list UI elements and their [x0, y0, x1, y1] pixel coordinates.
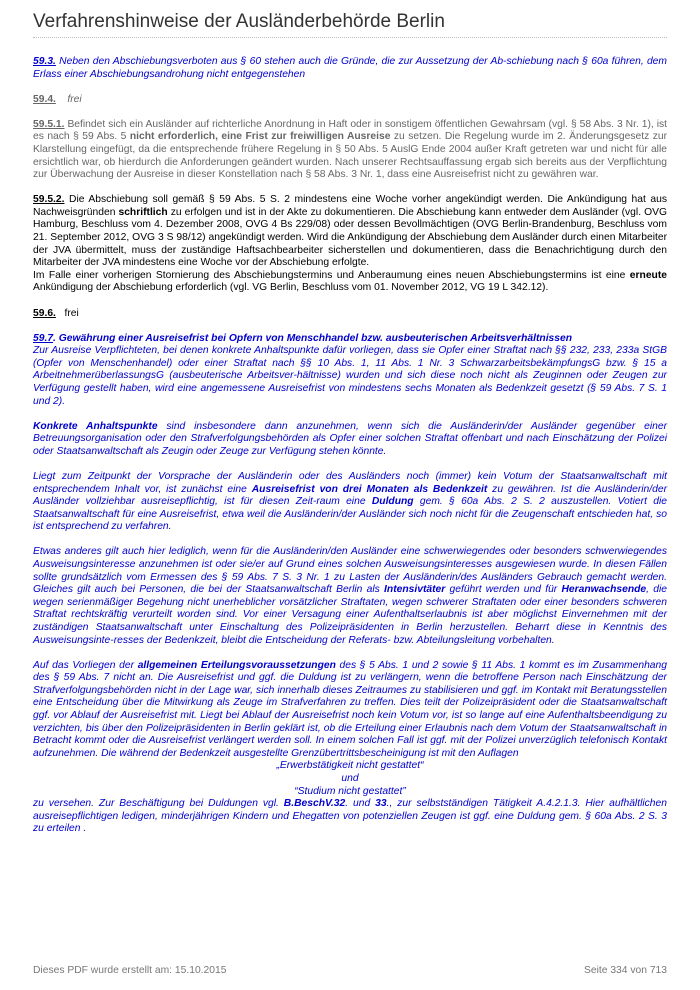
section-text: zu setzen. Die Regelung wurde im 2. Änderungsgesetz zur Klarstellung eingefügt, da die entsprechende frühere Regelung in § 50 Abs. 5 AuslG Ende 2004 außer Kraft getreten war und nicht für alle ersichtlich war, ob hierdurch die Anforderungen geändert wurden. Nach unserer Rechtsauffassung ergab sich bereits aus der Verpflichtung zur Überwachung der Ausreise in dieser Konstellation nach § 58 Abs. 3 Nr. 1, dass eine Ausreisefrist nicht zu gewähren war. — [33, 131, 668, 181]
paragraph-text: ., zur selbstständigen Tätigkeit A.4.2.1.3. Hier aufhältlichen ausreisepflichtigen ledigen, minderjährigen Kindern und Ehegatten von potenziellen Zeugen ist ggf. eine Duldung gem. § 60a Abs. 2 S. 3 zu erteilen . — [33, 798, 667, 835]
section-number: 59.4. — [33, 93, 56, 105]
paragraph-text: Auf das Vorliegen der — [33, 659, 138, 671]
paragraph-etwas-anderes — [33, 546, 667, 647]
section-text: Ankündigung der Abschiebung erforderlich (vgl. VG Berlin, Beschluss vom 01. November 2012, VG 19 L 342.12). — [33, 282, 549, 294]
section-59-5-2-continued — [33, 270, 667, 295]
paragraph-text: geführt werden und für — [445, 584, 562, 596]
emphasis-text: Heranwachsende — [561, 584, 647, 596]
paragraph-text: des § 5 Abs. 1 und 2 sowie § 11 Abs. 1 kommt es im Zusammenhang des § 59 Abs. 7 nicht an. Die Ausreisefrist und ggf. die Duldung ist zu verlängern, wenn die betroffene Person nach Einschätzung der Strafverfolgungsbehörden nicht in der Lage war, sich innerhalb dieses Zeitraumes zu stabilisieren und ggf. im Kontakt mit Beratungsstellen eine Entscheidung über die Mitwirkung als Zeuge im Strafverfahren zu treffen. Dies teilt der Polizeipräsident oder die Staatsanwaltschaft ggf. vor Ablauf der Ausreisefrist mit. Liegt bei Ablauf der Ausreisefrist noch kein Votum vor, ist so lange auf eine Aufenthaltsbeendigung zu verzichten, bis über den Polizeipräsidenten in Berlin geklärt ist, ob die Erteilung einer Erlaubnis nach dem Votum der Staatsanwaltschaft in Betracht kommt oder die Ausreisefrist verlängert werden soll. In einem solchen Fall ist ggf. mit der Polizei unverzüglich telefonisch Kontakt aufzunehmen. Die während der Bedenkzeit ausgestellte Grenzübertrittsbescheinigung ist mit den Auflagen — [33, 659, 667, 759]
section-number: 59.7 — [33, 332, 54, 344]
section-text: Neben den Abschiebungsverboten aus § 60 stehen auch die Gründe, die zur Aussetzung der Ab-schiebung nach § 60a führen, dem Erlass einer Abschiebungsandrohung nicht entgegenstehen — [33, 56, 667, 80]
condition-connector: und — [341, 773, 359, 784]
section-text: frei — [67, 93, 82, 105]
condition-line: „Erwerbstätigkeit nicht gestattet“ — [276, 760, 424, 772]
section-59-7 — [33, 333, 667, 409]
paragraph-auf-das-vorliegen-continued — [33, 798, 667, 836]
paragraph-text: zu versehen. Zur Beschäftigung bei Duldungen vgl. — [33, 798, 284, 810]
emphasis-text: Konkrete Anhaltspunkte — [33, 420, 158, 432]
emphasis-text: schriftlich — [118, 206, 168, 218]
paragraph-konkrete-anhaltspunkte — [33, 421, 667, 459]
paragraph-liegt-zum-zeitpunkt — [33, 471, 667, 534]
section-number: 59.5.1. — [33, 118, 65, 130]
section-59-4 — [33, 94, 667, 107]
paragraph-text: sind insbesondere dann anzunehmen, wenn sich die Ausländerin/der Ausländer gegenüber einer Betreuungsorganisation oder den Strafverfolgungsbehörden als Opfer einer solchen Straftat offenbart und nach Einschätzung der Polizei oder Staatsanwaltschaft als Zeugin oder Zeuge zur Verfügung stehen könnte. — [33, 420, 667, 457]
emphasis-text: erneute — [629, 269, 667, 281]
paragraph-text: , die wegen serienmäßiger Begehung nicht unerheblicher vorsätzlicher Straftaten, wegen schwerer Straftaten oder einer besonders schweren Straftat rechtskräftig verurteilt worden sind. Vor einer Versagung einer Aufenthaltserlaubnis ist aber möglichst Einvernehmen mit der zuständigen Staatsanwaltschaft unter Einschaltung des Polizeipräsidenten in Berlin herzustellen. Beharrt diese in Kenntnis des Ausweisungsinte-resses der Bedenkzeit, bleibt die Entscheidung der Referats- bzw. Abteilungsleitung vorbehalten. — [33, 584, 667, 646]
footer-created-date: Dieses PDF wurde erstellt am: 15.10.2015 — [33, 965, 227, 976]
section-text: zu erfolgen und ist in der Akte zu dokumentieren. Die Abschiebung kann entweder dem Ausländer (vgl. OVG Hamburg, Beschluss vom 4. Dezember 2008, OVG 4 Bs 229/08) oder dessen Bevollmächtigen (OVG Berlin-Brandenburg, Beschluss vom 21. September 2012, OVG 3 S 98/12) angekündigt werden. Wird die Ankündigung der Abschiebung dem Ausländer durch einen Mitarbeiter der JVA übermittelt, muss der zuständige Haftsachbearbeiter sicherstellen und dokumentieren, dass die Benachrichtigung durch den Mitarbeiter der JVA mindestens eine Woche vor der Abschiebung erfolgte. — [33, 206, 667, 269]
section-text: Im Falle einer vorherigen Stornierung des Abschiebungstermins und Anberaumung eines neuen Abschiebungstermins ist eine — [33, 269, 630, 281]
emphasis-text: Ausreisefrist von drei Monaten als Bedenkzeit — [251, 483, 488, 495]
section-59-5-2 — [33, 194, 667, 270]
section-heading: . Gewährung einer Ausreisefrist bei Opfern von Menschhandel bzw. ausbeuterischen Arbeitsverhältnissen — [53, 332, 573, 344]
page-footer — [33, 965, 667, 978]
section-text: Befindet sich ein Ausländer auf richterliche Anordnung in Haft oder in sonstigem öffentlichen Gewahrsam (vgl. § 58 Abs. 3 Nr. 1), ist es nach § 59 Abs. 5 — [33, 118, 667, 143]
section-text: Zur Ausreise Verpflichteten, bei denen konkrete Anhaltspunkte dafür vorliegen, dass sie Opfer einer Straftat nach §§ 232, 233, 233a StGB (Opfer von Menschenhandel) oder einer Straftat nach §§ 10 Abs. 1, 11 Abs. 1 Nr. 3 SchwarzarbeitsbekämpfungsG bzw. § 15 a ArbeitnehmerüberlassungsG (ausbeuterische Arbeitsver-hältnisse) wurden und sich diese noch nicht als Zeuginnen oder Zeugen zur Verfügung gestellt haben, wird eine angemessene Ausreisefrist von mindestens sechs Monaten als Bedenkzeit gesetzt (§ 59 Abs. 7 S. 1 und 2). — [33, 345, 667, 407]
paragraph-text: Liegt zum Zeitpunkt der Vorsprache der Ausländerin oder des Ausländers noch (immer) kein Votum der Staatsanwaltschaft mit entsprechendem Inhalt vor, ist zunächst eine — [33, 470, 667, 495]
paragraph-text: zu gewähren. Ist die Ausländerin/der Ausländer vollziehbar ausreisepflichtig, ist für diesen Zeit-raum eine — [33, 483, 668, 508]
section-number: 59.5.2. — [33, 194, 65, 206]
paragraph-text: . und — [345, 798, 376, 810]
section-number: 59.3. — [33, 56, 56, 67]
footer-page-number: Seite 334 von 713 — [583, 965, 667, 976]
page-title: Verfahrenshinweise der Ausländerbehörde Berlin — [33, 10, 667, 38]
document-body — [33, 56, 667, 848]
section-number: 59.6. — [33, 307, 56, 319]
emphasis-text: Duldung — [371, 496, 414, 508]
emphasis-text: allgemeinen Erteilungsvoraussetzungen — [137, 659, 336, 671]
section-59-5-1 — [33, 119, 667, 182]
condition-line: “Studium nicht gestattet” — [294, 785, 406, 797]
paragraph-text: gem. § 60a Abs. 2 S. 2 auszustellen. Votiert die Staatsanwaltschaft für eine Ausreisefrist, etwa weil die Ausländerin/der Ausländer sich noch nicht für die Zeugenschaft entschieden hat, so ist entsprechend zu verfahren. — [33, 496, 667, 533]
section-59-3 — [33, 56, 667, 81]
paragraph-auf-das-vorliegen — [33, 660, 667, 761]
emphasis-text: B.BeschV.32 — [283, 798, 346, 810]
emphasis-text: Intensivtäter — [384, 584, 446, 596]
section-59-6 — [33, 308, 667, 321]
paragraph-text: Etwas anderes gilt auch hier lediglich, wenn für die Ausländerin/den Ausländer eine schwerwiegendes oder besonders schwerwiegendes Ausweisungsinteresse anzunehmen ist oder sie/er auf Grund eines solchen Ausweisungsinteresses ausgewiesen wurde. In diesen Fällen sollte grundsätzlich vom Ermessen des § 59 Abs. 7 S. 3 Nr. 1 zu Lasten der Ausländerin/des Ausländers Gebrauch gemacht werden. Gleiches gilt auch bei Personen, die bei der Staatsanwaltschaft Berlin als — [33, 546, 667, 596]
emphasis-text: nicht erforderlich, eine Frist zur freiwilligen Ausreise — [129, 131, 391, 143]
section-text: Die Abschiebung soll gemäß § 59 Abs. 5 S. 2 mindestens eine Woche vorher angekündigt werden. Die Ankündigung hat aus Nachweisgründen — [33, 194, 667, 218]
section-text: frei — [64, 307, 79, 319]
emphasis-text: 33 — [375, 798, 387, 810]
